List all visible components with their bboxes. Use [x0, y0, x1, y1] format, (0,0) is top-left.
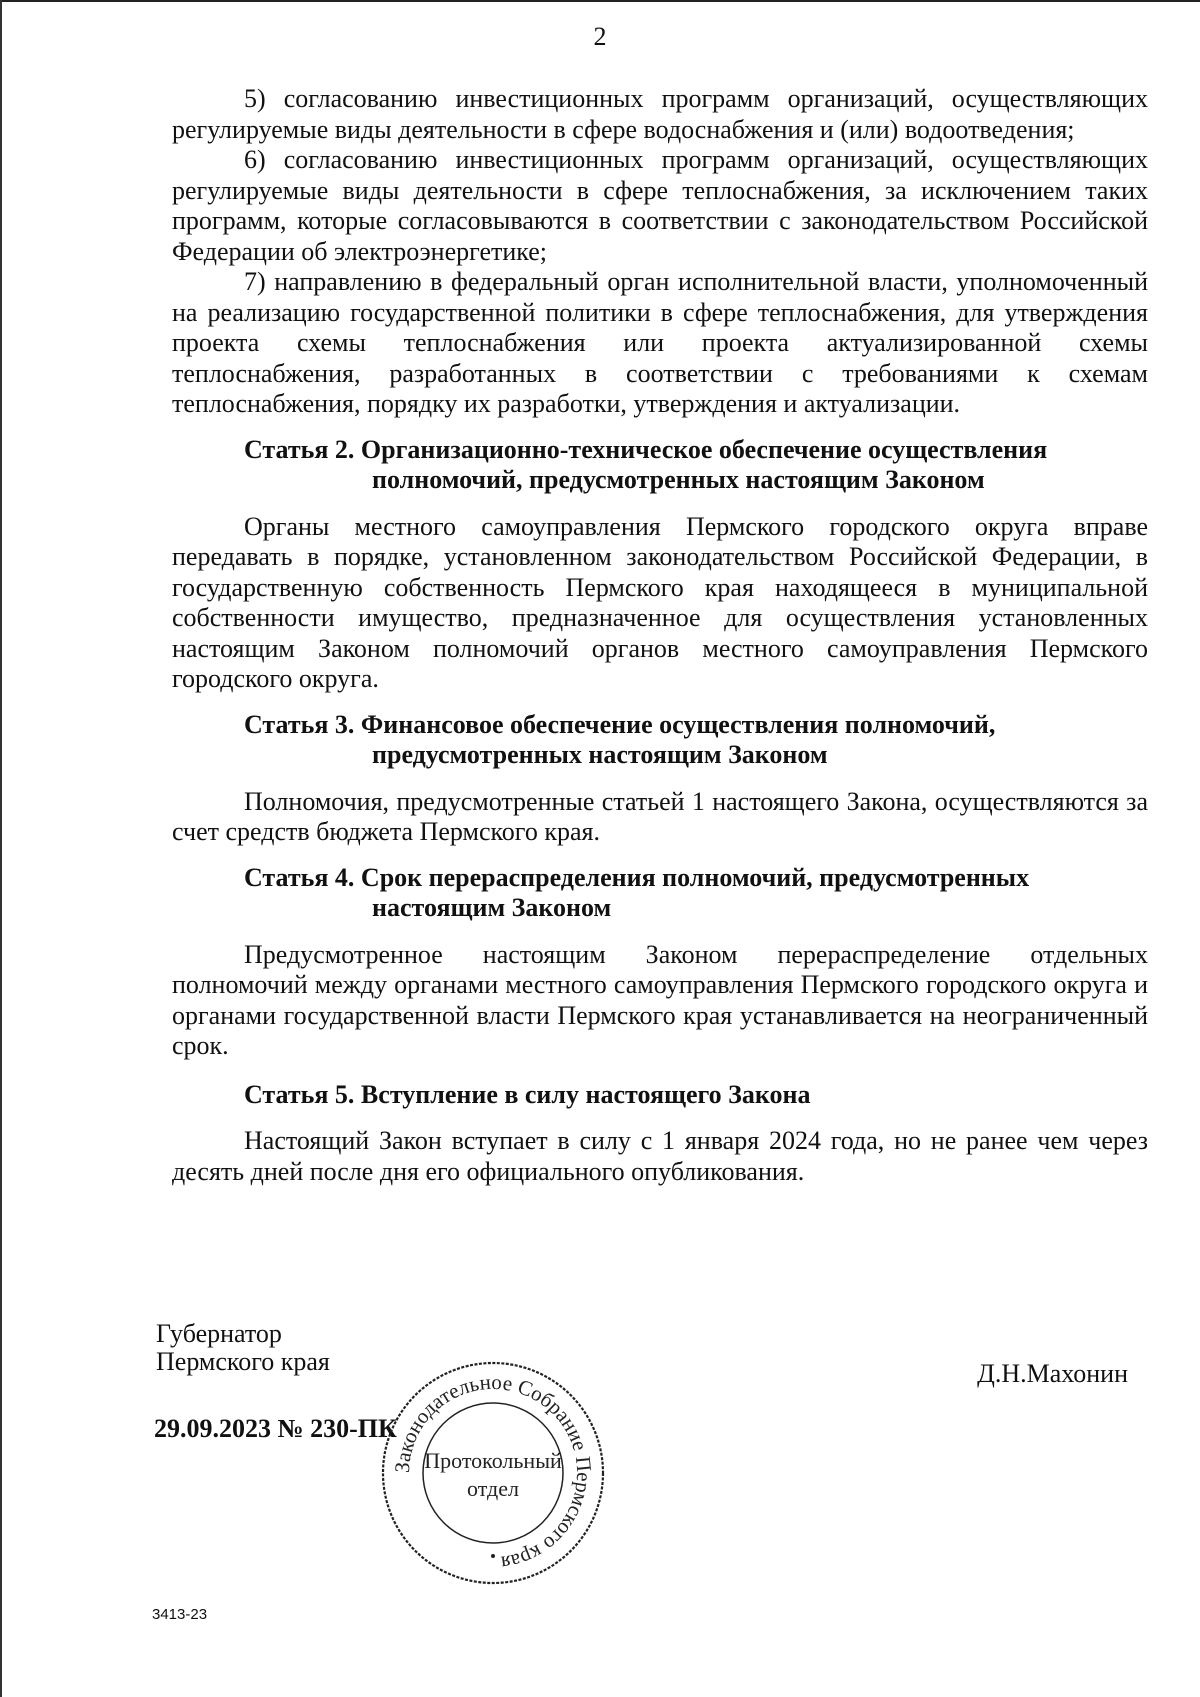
article-2-title-line2: полномочий, предусмотренных настоящим Законом: [372, 465, 985, 494]
article-3-text: Полномочия, предусмотренные статьей 1 настоящего Закона, осуществляются за счет средств бюджета Пермского края.: [172, 786, 1148, 846]
article-3-heading: [172, 710, 1148, 771]
signatory-title: [156, 1320, 330, 1376]
paragraph-item-7: 7) направлению в федеральный орган исполнительной власти, уполномоченный на реализацию государственной политики в сфере теплоснабжения, для утверждения проекта схемы теплоснабжения или проекта актуализированной схемы теплоснабжения, разработанных в соответствии с требованиями к схемам теплоснабжения, порядку их разработки, утверждения и актуализации.: [172, 267, 1148, 418]
page-number: 2: [593, 22, 607, 51]
article-5-heading: [172, 1080, 1148, 1111]
paragraph-item-5: 5) согласованию инвестиционных программ организаций, осуществляющих регулируемые виды деятельности в сфере водоснабжения и (или) водоотведения;: [172, 84, 1148, 144]
signatory-title-line1: Губернатор: [156, 1319, 282, 1348]
signatory-name: Д.Н.Махонин: [977, 1359, 1128, 1388]
document-body: [172, 84, 1148, 1187]
page-border-left: [0, 0, 2, 1697]
article-4-title-line1: Статья 4. Срок перераспределения полномочий, предусмотренных: [244, 862, 1030, 892]
official-stamp: [378, 1358, 608, 1588]
paragraph-item-6: 6) согласованию инвестиционных программ организаций, осуществляющих регулируемые виды деятельности в сфере теплоснабжения, за исключением таких программ, которые согласовываются в соответствии с законодательством Российской Федерации об электроэнергетике;: [172, 145, 1148, 266]
article-2-text: Органы местного самоуправления Пермского городского округа вправе передавать в порядке, установленном законодательством Российской Федерации, в государственную собственность Пермского края находящееся в муниципальной собственности имущество, предназначенное для осуществления установленных настоящим Законом полномочий органов местного самоуправления Пермского городского округа.: [172, 511, 1148, 693]
article-2-heading: [172, 435, 1148, 496]
article-5-text: Настоящий Закон вступает в силу с 1 января 2024 года, но не ранее чем через десять дней после дня его официального опубликования.: [172, 1126, 1148, 1186]
signatory-title-line2: Пермского края: [156, 1347, 330, 1376]
stamp-center-line2: отдел: [467, 1476, 519, 1501]
page-border-top: [0, 0, 1200, 2]
article-4-title-line2: настоящим Законом: [372, 893, 612, 922]
article-2-title-line1: Статья 2. Организационно-техническое обеспечение осуществления: [244, 434, 1048, 464]
article-3-title-line2: предусмотренных настоящим Законом: [372, 740, 828, 769]
article-3-title-line1: Статья 3. Финансовое обеспечение осуществления полномочий,: [244, 709, 996, 739]
stamp-ring-text: Законодательное Собрание Пермского края: [389, 1369, 597, 1576]
article-4-text: Предусмотренное настоящим Законом перераспределение отдельных полномочий между органами местного самоуправления Пермского городского округа и органами государственной власти Пермского края устанавливается на неограниченный срок.: [172, 939, 1148, 1060]
stamp-star-dot: [491, 1554, 495, 1558]
article-5-title: Статья 5. Вступление в силу настоящего Закона: [244, 1079, 811, 1109]
law-date-number: 29.09.2023 № 230-ПК: [154, 1414, 397, 1443]
document-code: 3413-23: [152, 1606, 208, 1623]
stamp-center-line1: Протокольный: [424, 1448, 562, 1473]
article-4-heading: [172, 863, 1148, 924]
